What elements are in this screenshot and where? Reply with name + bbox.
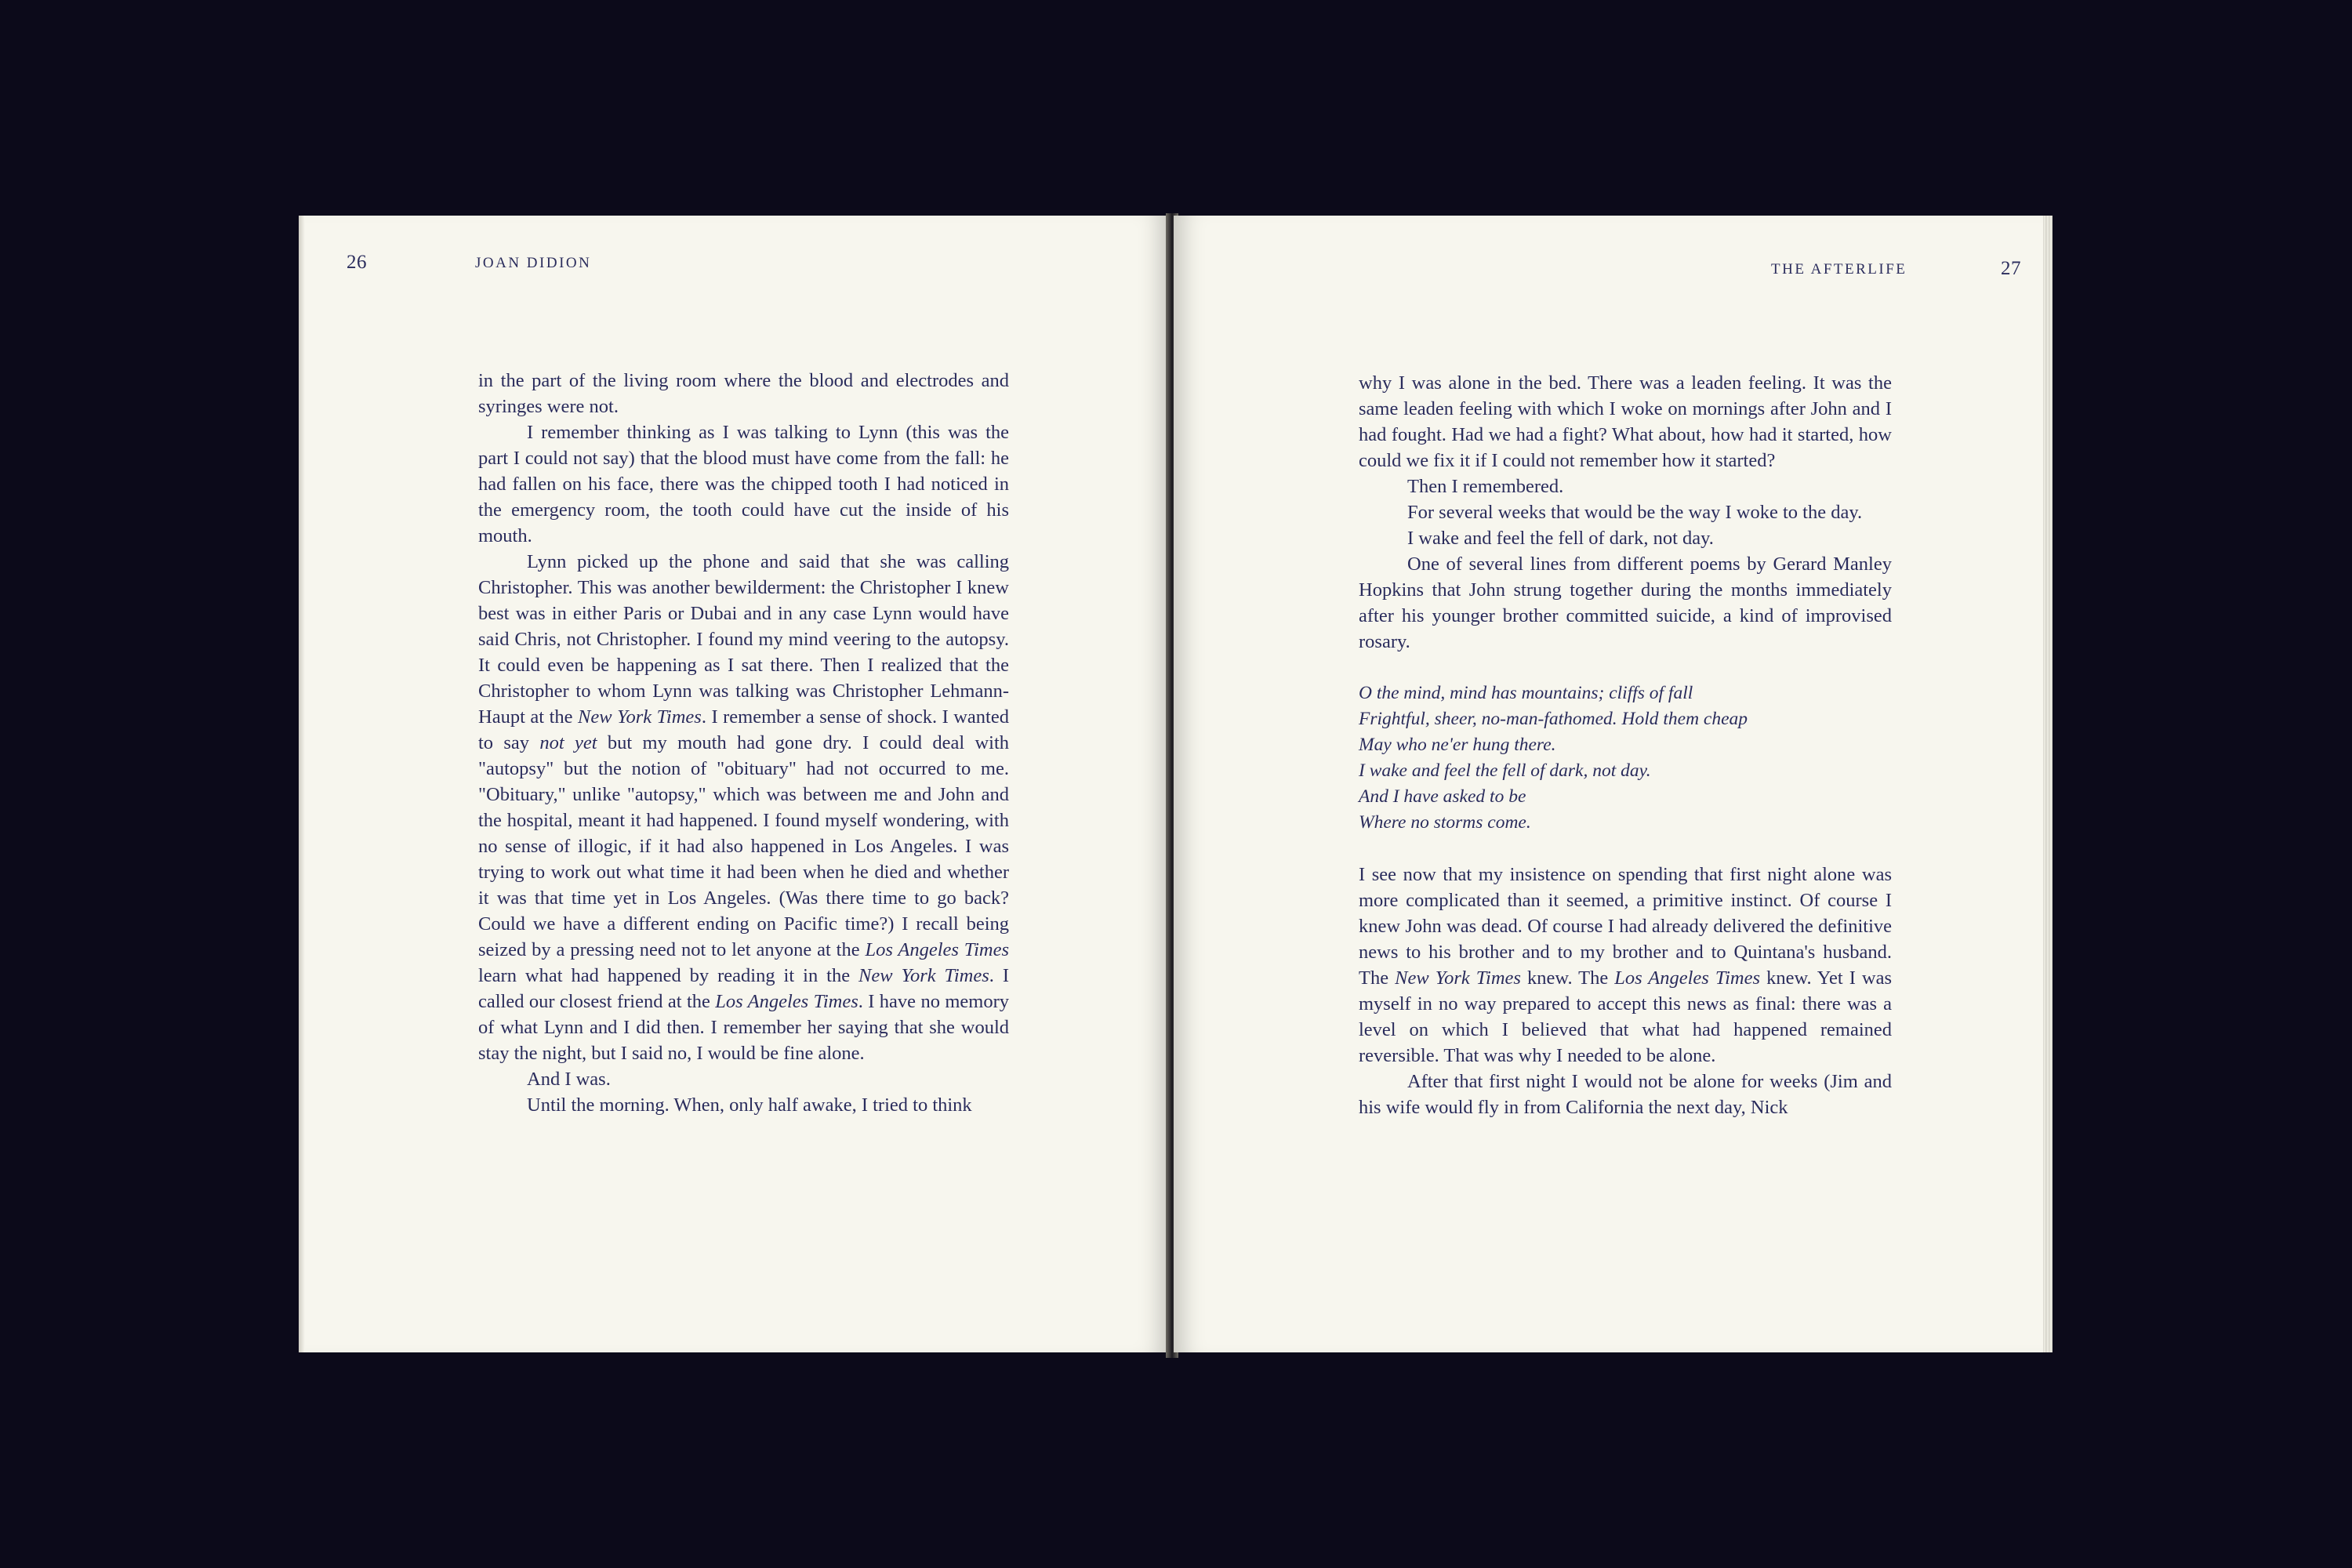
paragraph: For several weeks that would be the way I woke to the day. <box>1407 502 1863 523</box>
paragraph: I remember thinking as I was talking to Lynn (this was the part I could not say) that the blood must have come from the fall: he had fallen on his face, there was the chipped tooth I had noticed in the emergency room, the tooth could have cut the inside of his mouth. <box>478 422 1009 546</box>
body-text <box>478 368 1009 1118</box>
paragraph: Lynn picked up the phone and said that she was calling Christopher. This was another bewilderment: the Christopher I knew best was in either Paris or Dubai and in any case Lynn would have said Chris, not Christopher. I found my mind veering to the autopsy. It could even be happening as I sat there. Then I realized that the Christopher to whom Lynn was talking was Christopher Lehmann-Haupt at the New York Times. I remember a sense of shock. I wanted to say not yet but my mouth had gone dry. I could deal with "autopsy" but the notion of "obituary" had not occurred to me. "Obituary," unlike "autopsy," which was between me and John and the hospital, meant it had happened. I found myself wondering, with no sense of illogic, if it had also happened in Los Angeles. I was trying to work out what time it had been when he died and whether it was that time yet in Los Angeles. (Was there time to go back? Could we have a different ending on Pacific time?) I recall being seized by a pressing need not to let anyone at the Los Angeles Times learn what had happened by reading it in the New York Times. I called our closest friend at the Los Angeles Times. I have no memory of what Lynn and I did then. I remember her saying that she would stay the night, but I said no, I would be fine alone. <box>478 551 1010 1064</box>
paragraph: Then I remembered. <box>1407 476 1564 497</box>
poem-line: And I have asked to be <box>1359 786 1526 807</box>
paragraph: Until the morning. When, only half awake, I tried to think <box>527 1094 972 1116</box>
paragraph: I wake and feel the fell of dark, not day. <box>1407 528 1714 549</box>
paragraph: After that first night I would not be alone for weeks (Jim and his wife would fly in from California the next day, Nick <box>1359 1071 1892 1118</box>
poem-line: O the mind, mind has mountains; cliffs of fall <box>1359 683 1693 703</box>
poem-line: Where no storms come. <box>1359 812 1531 833</box>
paragraph: One of several lines from different poems by Gerard Manley Hopkins that John strung together during the months immediately after his younger brother committed suicide, a kind of improvised rosary. <box>1359 554 1892 652</box>
paragraph: in the part of the living room where the blood and electrodes and syringes were not. <box>478 370 1009 417</box>
paragraph: And I was. <box>527 1069 611 1090</box>
left-page <box>299 216 1169 1352</box>
poem-line: May who ne'er hung there. <box>1359 735 1556 755</box>
right-page <box>1174 216 2053 1352</box>
paragraph: why I was alone in the bed. There was a leaden feeling. It was the same leaden feeling with which I woke on mornings after John and I had fought. Had we had a fight? What about, how had it started, how could we fix it if I could not remember how it started? <box>1359 372 1892 471</box>
poem-line: I wake and feel the fell of dark, not day. <box>1359 760 1651 781</box>
paragraph: I see now that my insistence on spending that first night alone was more complicated than it seemed, a primitive instinct. Of course I knew John was dead. Of course I had already delivered the definitive news to his brother and to my brother and to Quintana's husband. The New York Times knew. The Los Angeles Times knew. Yet I was myself in no way prepared to accept this news as final: there was a level on which I believed that what had happened remained reversible. That was why I needed to be alone. <box>1359 864 1893 1066</box>
poem-line: Frightful, sheer, no-man-fathomed. Hold them cheap <box>1359 709 1748 729</box>
running-head-title: THE AFTERLIFE <box>1771 261 1907 278</box>
body-text <box>1359 370 1892 1120</box>
page-number: 26 <box>347 252 367 273</box>
poem-quotation <box>1359 681 1892 836</box>
running-head-author: JOAN DIDION <box>475 255 592 271</box>
page-number: 27 <box>2001 258 2021 279</box>
